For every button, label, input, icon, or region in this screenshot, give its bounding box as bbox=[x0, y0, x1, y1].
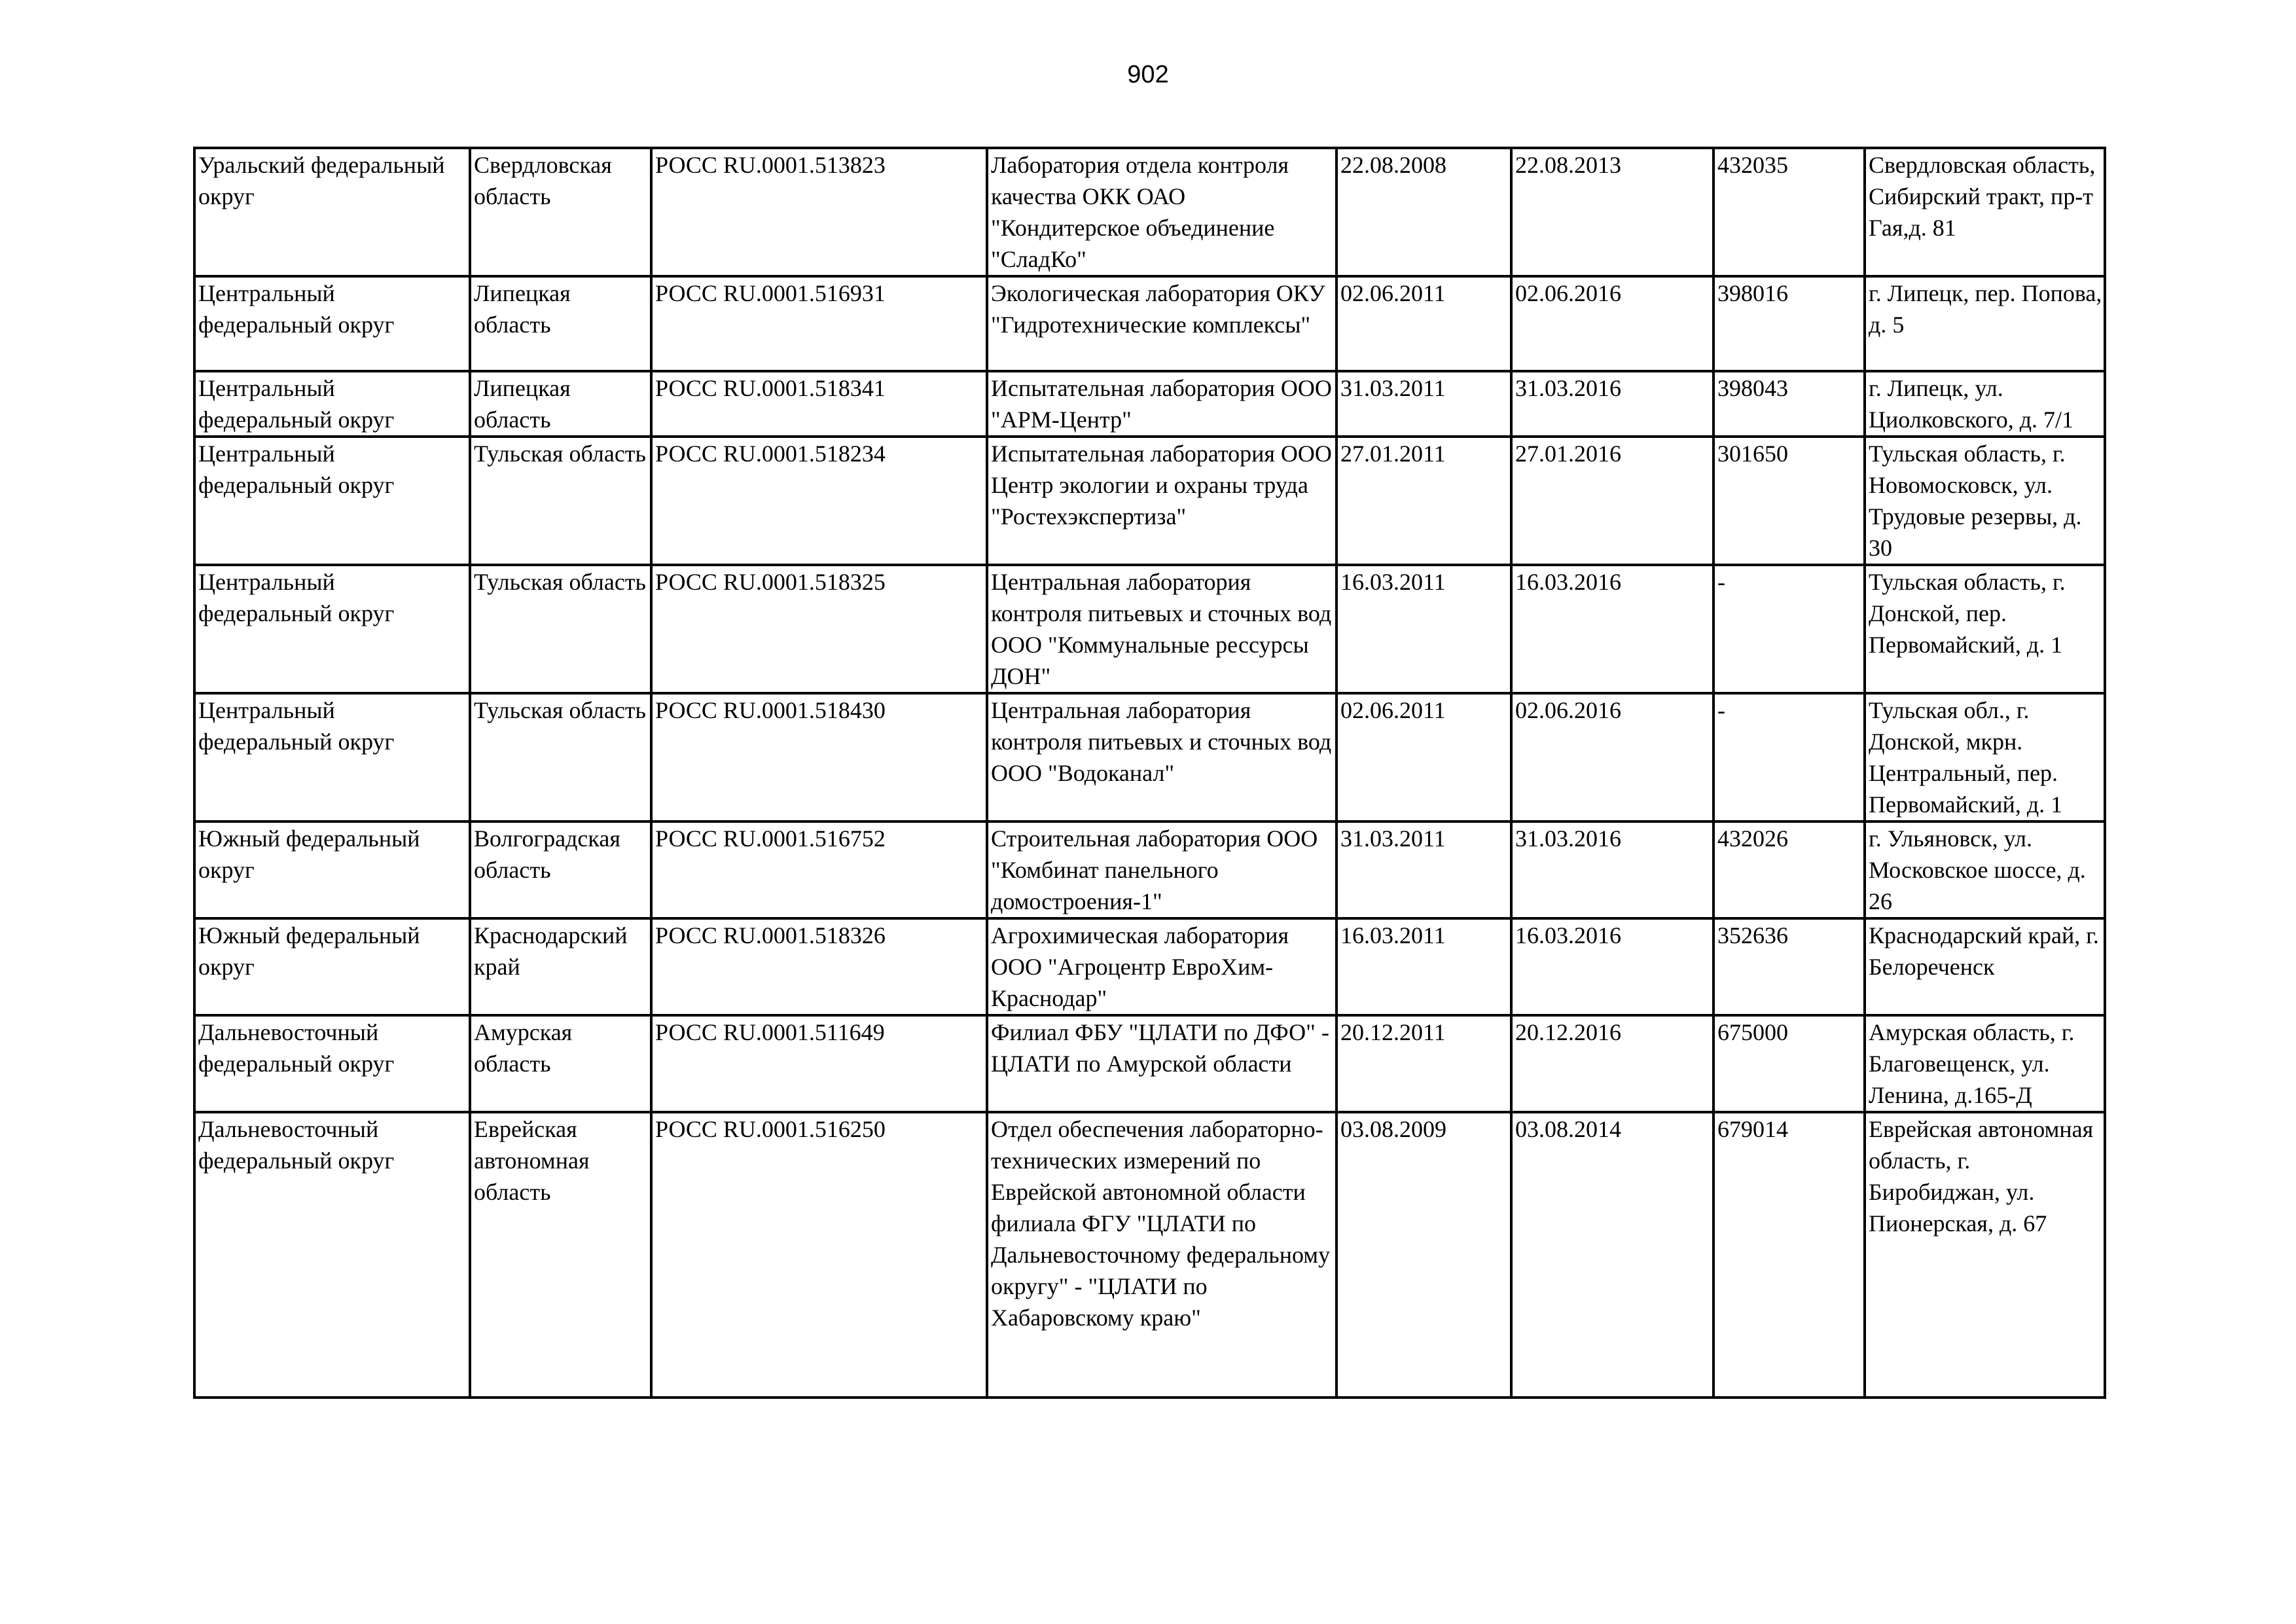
date-issued-cell: 03.08.2009 bbox=[1336, 1112, 1511, 1398]
laboratory-name-cell: Центральная лаборатория контроля питьевых и сточных вод ООО "Коммунальные рессурсы ДОН" bbox=[987, 565, 1336, 693]
postal-code-cell: - bbox=[1713, 565, 1865, 693]
address-cell: Тульская область, г. Новомосковск, ул. Трудовые резервы, д. 30 bbox=[1865, 437, 2105, 565]
date-valid-until-cell: 27.01.2016 bbox=[1511, 437, 1713, 565]
region-cell: Тульская область bbox=[470, 693, 651, 821]
page-number: 902 bbox=[1127, 61, 1169, 88]
date-issued-cell: 27.01.2011 bbox=[1336, 437, 1511, 565]
registration-number-cell: РОСС RU.0001.518234 bbox=[651, 437, 987, 565]
address-cell: Тульская область, г. Донской, пер. Первомайский, д. 1 bbox=[1865, 565, 2105, 693]
table-row bbox=[194, 565, 2105, 693]
federal-district-cell: Центральный федеральный округ bbox=[194, 437, 470, 565]
address-cell: г. Липецк, пер. Попова, д. 5 bbox=[1865, 276, 2105, 371]
postal-code-cell: 675000 bbox=[1713, 1015, 1865, 1112]
registration-number-cell: РОСС RU.0001.518326 bbox=[651, 918, 987, 1015]
laboratory-name-cell: Лаборатория отдела контроля качества ОКК ОАО "Кондитерское объединение "СладКо" bbox=[987, 148, 1336, 276]
date-issued-cell: 22.08.2008 bbox=[1336, 148, 1511, 276]
postal-code-cell: 432026 bbox=[1713, 821, 1865, 918]
federal-district-cell: Уральский федеральный округ bbox=[194, 148, 470, 276]
registry-table-body bbox=[194, 148, 2105, 1398]
region-cell: Свердловская область bbox=[470, 148, 651, 276]
registration-number-cell: РОСС RU.0001.518430 bbox=[651, 693, 987, 821]
registration-number-cell: РОСС RU.0001.516931 bbox=[651, 276, 987, 371]
registration-number-cell: РОСС RU.0001.518341 bbox=[651, 371, 987, 437]
date-issued-cell: 31.03.2011 bbox=[1336, 371, 1511, 437]
table-row bbox=[194, 1112, 2105, 1398]
laboratory-name-cell: Центральная лаборатория контроля питьевых и сточных вод ООО "Водоканал" bbox=[987, 693, 1336, 821]
date-issued-cell: 02.06.2011 bbox=[1336, 276, 1511, 371]
federal-district-cell: Центральный федеральный округ bbox=[194, 693, 470, 821]
table-row bbox=[194, 148, 2105, 276]
postal-code-cell: 398043 bbox=[1713, 371, 1865, 437]
federal-district-cell: Центральный федеральный округ bbox=[194, 371, 470, 437]
address-cell: г. Ульяновск, ул. Московское шоссе, д. 26 bbox=[1865, 821, 2105, 918]
region-cell: Еврейская автономная область bbox=[470, 1112, 651, 1398]
federal-district-cell: Дальневосточный федеральный округ bbox=[194, 1015, 470, 1112]
postal-code-cell: 352636 bbox=[1713, 918, 1865, 1015]
date-issued-cell: 02.06.2011 bbox=[1336, 693, 1511, 821]
registration-number-cell: РОСС RU.0001.516752 bbox=[651, 821, 987, 918]
laboratory-name-cell: Строительная лаборатория ООО "Комбинат панельного домостроения-1" bbox=[987, 821, 1336, 918]
date-valid-until-cell: 31.03.2016 bbox=[1511, 821, 1713, 918]
table-row bbox=[194, 821, 2105, 918]
postal-code-cell: 432035 bbox=[1713, 148, 1865, 276]
date-valid-until-cell: 03.08.2014 bbox=[1511, 1112, 1713, 1398]
laboratory-name-cell: Испытательная лаборатория ООО "АРМ-Центр" bbox=[987, 371, 1336, 437]
region-cell: Тульская область bbox=[470, 565, 651, 693]
laboratory-name-cell: Филиал ФБУ "ЦЛАТИ по ДФО" - ЦЛАТИ по Амурской области bbox=[987, 1015, 1336, 1112]
table-row bbox=[194, 1015, 2105, 1112]
postal-code-cell: 398016 bbox=[1713, 276, 1865, 371]
region-cell: Амурская область bbox=[470, 1015, 651, 1112]
federal-district-cell: Южный федеральный округ bbox=[194, 821, 470, 918]
address-cell: Тульская обл., г. Донской, мкрн. Центральный, пер. Первомайский, д. 1 bbox=[1865, 693, 2105, 821]
date-valid-until-cell: 16.03.2016 bbox=[1511, 918, 1713, 1015]
laboratory-name-cell: Экологическая лаборатория ОКУ "Гидротехнические комплексы" bbox=[987, 276, 1336, 371]
registration-number-cell: РОСС RU.0001.516250 bbox=[651, 1112, 987, 1398]
table-row bbox=[194, 276, 2105, 371]
address-cell: Амурская область, г. Благовещенск, ул. Ленина, д.165-Д bbox=[1865, 1015, 2105, 1112]
date-valid-until-cell: 02.06.2016 bbox=[1511, 276, 1713, 371]
postal-code-cell: - bbox=[1713, 693, 1865, 821]
region-cell: Краснодарский край bbox=[470, 918, 651, 1015]
federal-district-cell: Центральный федеральный округ bbox=[194, 565, 470, 693]
date-issued-cell: 31.03.2011 bbox=[1336, 821, 1511, 918]
table-row bbox=[194, 437, 2105, 565]
postal-code-cell: 301650 bbox=[1713, 437, 1865, 565]
region-cell: Волгоградская область bbox=[470, 821, 651, 918]
date-valid-until-cell: 20.12.2016 bbox=[1511, 1015, 1713, 1112]
date-valid-until-cell: 31.03.2016 bbox=[1511, 371, 1713, 437]
date-issued-cell: 16.03.2011 bbox=[1336, 565, 1511, 693]
registration-number-cell: РОСС RU.0001.513823 bbox=[651, 148, 987, 276]
federal-district-cell: Дальневосточный федеральный округ bbox=[194, 1112, 470, 1398]
region-cell: Тульская область bbox=[470, 437, 651, 565]
laboratory-name-cell: Испытательная лаборатория ООО Центр экологии и охраны труда "Ростехэкспертиза" bbox=[987, 437, 1336, 565]
address-cell: Еврейская автономная область, г. Биробиджан, ул. Пионерская, д. 67 bbox=[1865, 1112, 2105, 1398]
registration-number-cell: РОСС RU.0001.518325 bbox=[651, 565, 987, 693]
region-cell: Липецкая область bbox=[470, 276, 651, 371]
date-issued-cell: 16.03.2011 bbox=[1336, 918, 1511, 1015]
table-row bbox=[194, 918, 2105, 1015]
date-issued-cell: 20.12.2011 bbox=[1336, 1015, 1511, 1112]
address-cell: Краснодарский край, г. Белореченск bbox=[1865, 918, 2105, 1015]
registration-number-cell: РОСС RU.0001.511649 bbox=[651, 1015, 987, 1112]
laboratory-registry-table bbox=[193, 147, 2106, 1399]
date-valid-until-cell: 16.03.2016 bbox=[1511, 565, 1713, 693]
table-row bbox=[194, 693, 2105, 821]
date-valid-until-cell: 02.06.2016 bbox=[1511, 693, 1713, 821]
federal-district-cell: Центральный федеральный округ bbox=[194, 276, 470, 371]
postal-code-cell: 679014 bbox=[1713, 1112, 1865, 1398]
laboratory-name-cell: Отдел обеспечения лабораторно-технических измерений по Еврейской автономной области филиала ФГУ "ЦЛАТИ по Дальневосточному федеральному округу" - "ЦЛАТИ по Хабаровскому краю" bbox=[987, 1112, 1336, 1398]
table-row bbox=[194, 371, 2105, 437]
date-valid-until-cell: 22.08.2013 bbox=[1511, 148, 1713, 276]
region-cell: Липецкая область bbox=[470, 371, 651, 437]
federal-district-cell: Южный федеральный округ bbox=[194, 918, 470, 1015]
laboratory-name-cell: Агрохимическая лаборатория ООО "Агроцентр ЕвроХим-Краснодар" bbox=[987, 918, 1336, 1015]
address-cell: г. Липецк, ул. Циолковского, д. 7/1 bbox=[1865, 371, 2105, 437]
address-cell: Свердловская область, Сибирский тракт, пр-т Гая,д. 81 bbox=[1865, 148, 2105, 276]
